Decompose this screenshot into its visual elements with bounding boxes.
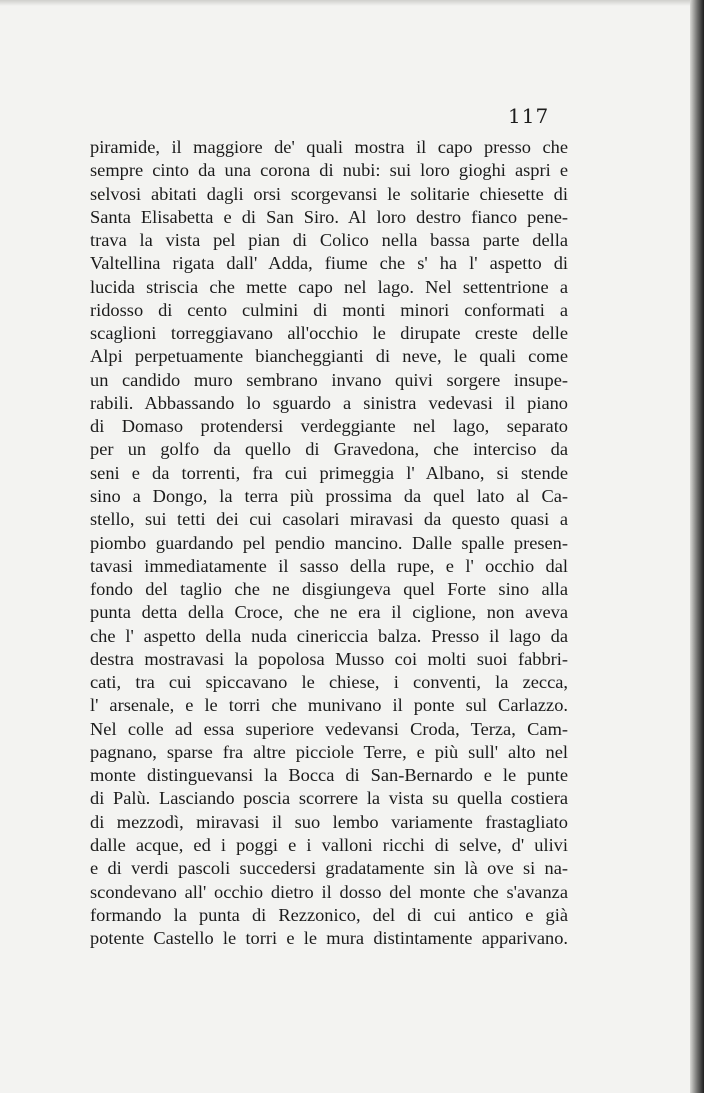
text-line: fondo del taglio che ne disgiungeva quel Forte sino alla <box>90 579 568 600</box>
text-line: di mezzodì, miravasi il suo lembo variamente frastagliato <box>90 811 568 832</box>
text-line: piramide, il maggiore de' quali mostra il capo presso che <box>90 137 568 157</box>
text-line: ridosso di cento culmini di monti minori conformati a <box>90 299 568 320</box>
text-line: cati, tra cui spiccavano le chiese, i conventi, la zecca, <box>90 672 568 693</box>
text-line: formando la punta di Rezzonico, del di cui antico e già <box>90 904 568 925</box>
page-top-edge <box>0 0 704 6</box>
text-line: lucida striscia che mette capo nel lago. Nel settentrione a <box>90 276 568 297</box>
text-line: di Palù. Lasciando poscia scorrere la vista su quella costiera <box>90 788 568 809</box>
text-line: pagnano, sparse fra altre picciole Terre, e più sull' alto nel <box>90 741 568 762</box>
text-line: l' arsenale, e le torri che munivano il ponte sul Carlazzo. <box>90 695 568 716</box>
text-line: che l' aspetto della nuda cinericcia balza. Presso il lago da <box>90 625 568 646</box>
text-line: dalle acque, ed i poggi e i valloni ricchi di selve, d' ulivi <box>90 834 568 855</box>
page-binding-shadow <box>690 0 704 1093</box>
text-line: scondevano all' occhio dietro il dosso del monte che s'avanza <box>90 881 568 902</box>
text-line: monte distinguevansi la Bocca di San-Bernardo e le punte <box>90 765 568 786</box>
text-line: di Domaso protendersi verdeggiante nel lago, separato <box>90 416 568 437</box>
text-line: Nel colle ad essa superiore vedevansi Croda, Terza, Cam- <box>90 718 568 739</box>
text-line: seni e da torrenti, fra cui primeggia l' Albano, si stende <box>90 462 568 483</box>
text-line: destra mostravasi la popolosa Musso coi molti suoi fabbri- <box>90 648 568 669</box>
text-line: un candido muro sembrano invano quivi sorgere insupe- <box>90 369 568 390</box>
text-line: e di verdi pascoli succedersi gradatamente sin là ove si na- <box>90 858 568 879</box>
text-line: Valtellina rigata dall' Adda, fiume che s' ha l' aspetto di <box>90 253 568 274</box>
text-line: tavasi immediatamente il sasso della rupe, e l' occhio dal <box>90 555 568 576</box>
text-line: Santa Elisabetta e di San Siro. Al loro destro fianco pene- <box>90 206 568 227</box>
text-line: per un golfo da quello di Gravedona, che interciso da <box>90 439 568 460</box>
text-line: selvosi abitati dagli orsi scorgevansi le solitarie chiesette di <box>90 183 568 204</box>
body-text <box>90 136 568 950</box>
page-number: 117 <box>508 104 550 128</box>
text-line: potente Castello le torri e le mura distintamente apparivano. <box>90 928 568 949</box>
text-line: stello, sui tetti dei cui casolari miravasi da questo quasi a <box>90 509 568 530</box>
text-line: sempre cinto da una corona di nubi: sui loro gioghi aspri e <box>90 160 568 181</box>
text-line: punta detta della Croce, che ne era il ciglione, non aveva <box>90 602 568 623</box>
text-line: Alpi perpetuamente biancheggianti di neve, le quali come <box>90 346 568 367</box>
text-line: sino a Dongo, la terra più prossima da quel lato al Ca- <box>90 485 568 506</box>
text-line: scaglioni torreggiavano all'occhio le dirupate creste delle <box>90 323 568 344</box>
text-line: piombo guardando pel pendio mancino. Dalle spalle presen- <box>90 532 568 553</box>
text-line: trava la vista pel pian di Colico nella bassa parte della <box>90 230 568 251</box>
text-line: rabili. Abbassando lo sguardo a sinistra vedevasi il piano <box>90 392 568 413</box>
